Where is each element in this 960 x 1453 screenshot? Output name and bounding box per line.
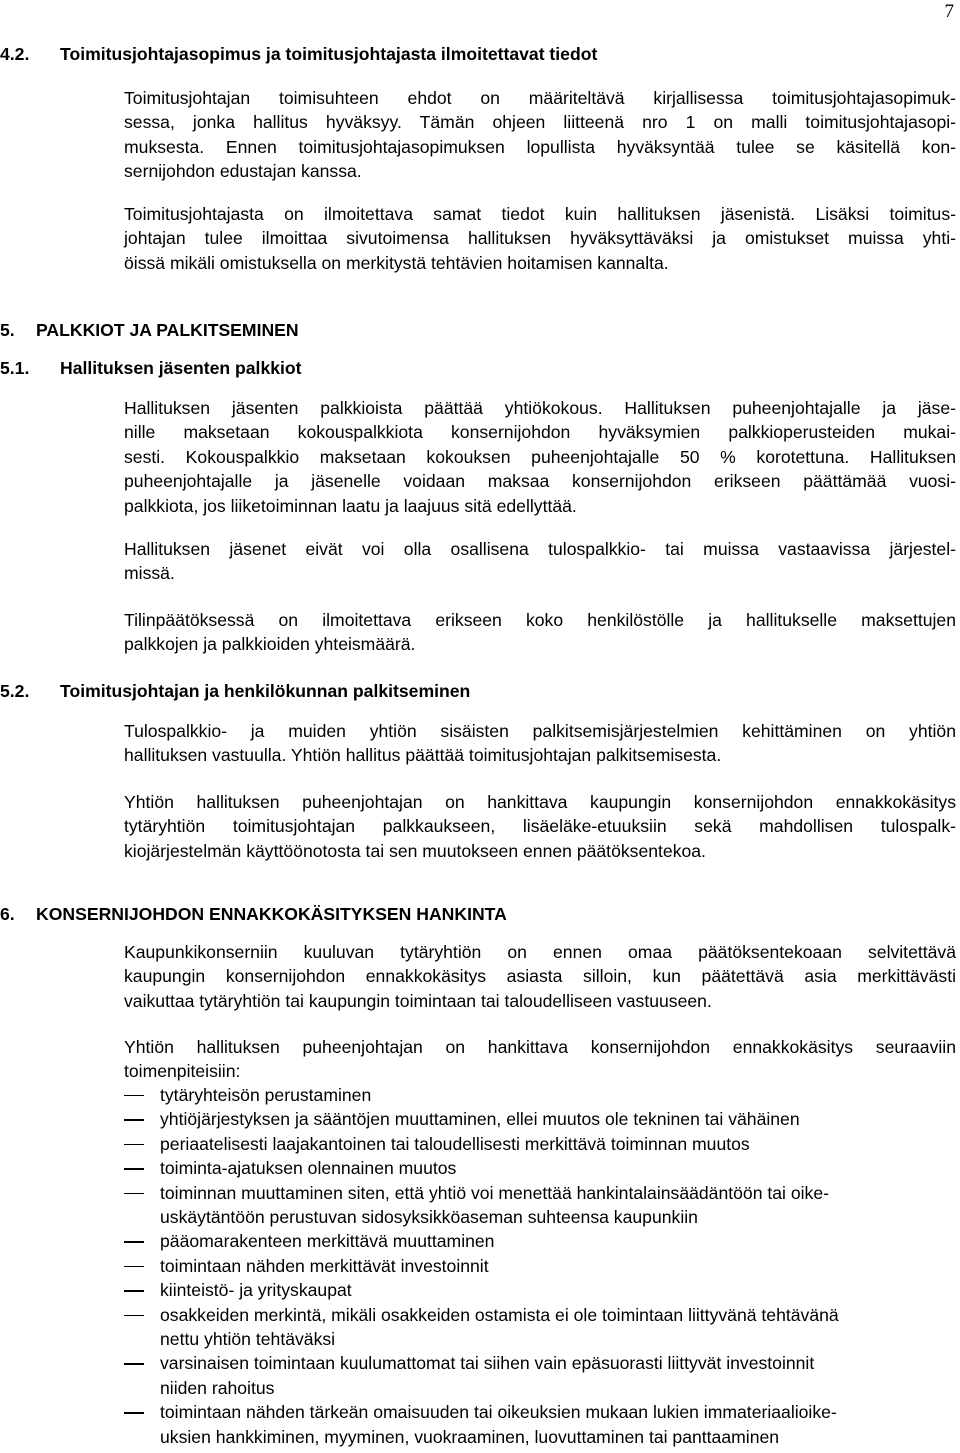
list-item	[124, 1156, 956, 1180]
text-line: sesti. Kokouspalkkio maksetaan kokouksen puheenjohtajalle 50 % korotettuna. Hallituksen	[124, 446, 956, 467]
paragraph	[124, 86, 956, 184]
text-line: toimintaan nähden tärkeän omaisuuden tai oikeuksien mukaan lukien immateriaalioike-	[160, 1402, 837, 1423]
paragraph	[124, 719, 956, 768]
section-heading-5-1	[0, 356, 302, 380]
list-item	[124, 1351, 956, 1400]
text-line: Yhtiön hallituksen puheenjohtajan on hankittava kaupungin konsernijohdon ennakkokäsitys	[124, 792, 956, 812]
text-line: kaupungin konsernijohdon ennakkokäsitys asiasta silloin, kun päätettävä asia merkittävästi	[124, 966, 956, 987]
section-number: 6.	[0, 904, 15, 924]
text-line: nille maksetaan kokouspalkkiota konsernijohdon hyväksymien palkkioperusteiden mukai-	[124, 422, 956, 443]
text-line: nettu yhtiön tehtäväksi	[160, 1329, 336, 1350]
text-line: öissä mikäli omistuksella on merkitystä tehtävien hoitamisen kannalta.	[124, 252, 669, 273]
text-line: kiinteistö- ja yrityskaupat	[160, 1280, 352, 1301]
text-line: Hallituksen jäsenet eivät voi olla osallisena tulospalkkio- tai muissa vastaavissa järjestel-	[124, 539, 956, 559]
section-title: Hallituksen jäsenten palkkiot	[60, 358, 302, 378]
section-title: Toimitusjohtajan ja henkilökunnan palkitseminen	[60, 681, 471, 701]
text-line: toimintaan nähden merkittävät investoinnit	[160, 1255, 489, 1276]
text-line: hallituksen vastuulla. Yhtiön hallitus päättää toimitusjohtajan palkitsemisesta.	[124, 745, 722, 766]
paragraph	[124, 396, 956, 518]
text-line: Tulospalkkio- ja muiden yhtiön sisäisten palkitsemisjärjestelmien kehittäminen on yhtiön	[124, 721, 956, 741]
text-line: johtajan tulee ilmoittaa sivutoimensa hallituksen hyväksyttäväksi ja omistukset muissa yhti-	[124, 228, 956, 249]
text-line: vaikuttaa tytäryhtiön tai kaupungin toimintaan tai taloudelliseen vastuuseen.	[124, 990, 712, 1011]
text-line: Yhtiön hallituksen puheenjohtajan on hankittava konsernijohdon ennakkokäsitys seuraaviin	[124, 1037, 956, 1057]
paragraph	[124, 608, 956, 657]
text-line: osakkeiden merkintä, mikäli osakkeiden ostamista ei ole toimintaan liittyvänä tehtävänä	[160, 1304, 839, 1325]
section-heading-5	[0, 318, 299, 342]
section-heading-4-2	[0, 42, 597, 66]
measures-list	[124, 1083, 956, 1449]
list-item	[124, 1400, 956, 1449]
paragraph	[124, 1035, 956, 1084]
page-number: 7	[944, 1, 954, 22]
section-number: 5.2.	[0, 681, 30, 701]
list-item	[124, 1254, 956, 1278]
text-line: varsinaisen toimintaan kuulumattomat tai siihen vain epäsuorasti liittyvät investoinnit	[160, 1353, 815, 1374]
list-item	[124, 1303, 956, 1352]
list-item	[124, 1107, 956, 1131]
paragraph	[124, 940, 956, 1013]
text-line: palkkiota, jos liiketoiminnan laatu ja laajuus sitä edellyttää.	[124, 495, 577, 516]
text-line: uskäytäntöön perustuvan sidosyksikköaseman suhteensa kaupunkiin	[160, 1207, 698, 1228]
text-line: toimenpiteisiin:	[124, 1061, 241, 1082]
section-title: Toimitusjohtajasopimus ja toimitusjohtajasta ilmoitettavat tiedot	[60, 44, 598, 64]
text-line: palkkojen ja palkkioiden yhteismäärä.	[124, 634, 416, 655]
paragraph-2	[124, 202, 956, 275]
section-number: 4.2.	[0, 44, 30, 64]
text-line: yhtiöjärjestyksen ja sääntöjen muuttaminen, ellei muutos ole tekninen tai vähäinen	[160, 1109, 800, 1130]
list-item	[124, 1132, 956, 1156]
text-line: periaatelisesti laajakantoinen tai taloudellisesti merkittävä toiminnan muutos	[160, 1133, 750, 1154]
text-line: toiminta-ajatuksen olennainen muutos	[160, 1158, 457, 1179]
text-line: tytäryhtiön toimitusjohtajan palkkaukseen, lisäeläke-etuuksiin sekä mahdollisen tulospalk-	[124, 816, 956, 837]
text-line: muksesta. Ennen toimitusjohtajasopimuksen lopullista hyväksyntää tulee se käsitellä kon-	[124, 136, 956, 157]
text-line: niiden rahoitus	[160, 1377, 275, 1398]
section-title: KONSERNIJOHDON ENNAKKOKÄSITYKSEN HANKINTA	[36, 904, 507, 924]
text-line: Hallituksen jäsenten palkkioista päättää yhtiökokous. Hallituksen puheenjohtajalle ja jäse-	[124, 398, 956, 418]
paragraph	[124, 790, 956, 863]
text-line: sessa, jonka hallitus hyväksyy. Tämän ohjeen liitteenä nro 1 on malli toimitusjohtajasopi-	[124, 112, 956, 133]
section-heading-5-2	[0, 679, 470, 703]
section-heading-6	[0, 902, 507, 926]
text-line: Toimitusjohtajan toimisuhteen ehdot on määriteltävä kirjallisessa toimitusjohtajasopimuk-	[124, 88, 956, 108]
section-number: 5.	[0, 320, 15, 340]
text-line: pääomarakenteen merkittävä muuttaminen	[160, 1231, 495, 1252]
section-title: PALKKIOT JA PALKITSEMINEN	[36, 320, 299, 340]
list-item	[124, 1278, 956, 1302]
section-number: 5.1.	[0, 358, 30, 378]
text-line: Tilinpäätöksessä on ilmoitettava erikseen koko henkilöstölle ja hallitukselle maksettujen	[124, 610, 956, 630]
text-line: sernijohdon edustajan kanssa.	[124, 161, 362, 182]
text-line: Kaupunkikonserniin kuuluvan tytäryhtiön on ennen omaa päätöksentekoaan selvitettävä	[124, 942, 956, 962]
text-line: kiojärjestelmän käyttöönotosta tai sen muutokseen ennen päätöksentekoa.	[124, 840, 706, 861]
list-item	[124, 1229, 956, 1253]
text-line: uksien hankkiminen, myyminen, vuokraaminen, luovuttaminen tai panttaaminen	[160, 1426, 780, 1447]
list-item	[124, 1083, 956, 1107]
paragraph	[124, 537, 956, 586]
text-line: puheenjohtajalle ja jäsenelle voidaan maksaa konsernijohdon erikseen päättämää vuosi-	[124, 471, 956, 492]
text-line: toiminnan muuttaminen siten, että yhtiö voi menettää hankintalainsäädäntöön tai oike-	[160, 1182, 829, 1203]
text-line: missä.	[124, 563, 175, 584]
list-item	[124, 1181, 956, 1230]
text-line: tytäryhteisön perustaminen	[160, 1085, 372, 1105]
text-line: Toimitusjohtajasta on ilmoitettava samat tiedot kuin hallituksen jäsenistä. Lisäksi toimitus-	[124, 204, 956, 224]
